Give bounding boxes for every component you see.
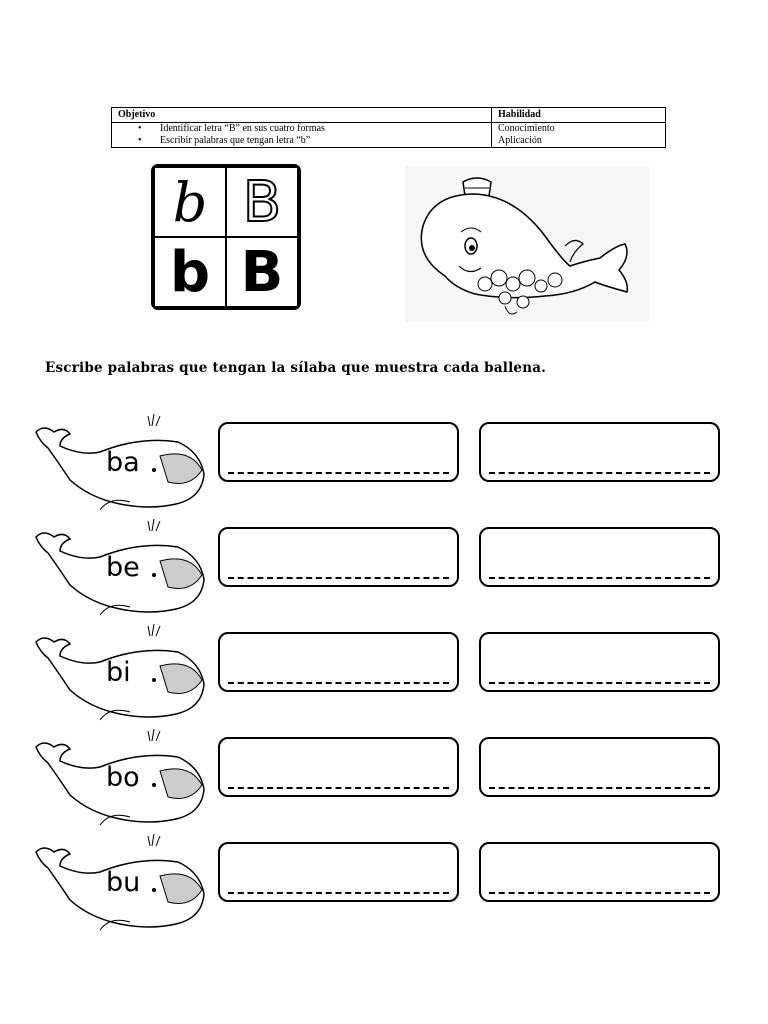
writing-line: [489, 472, 710, 474]
writing-line: [489, 892, 710, 894]
answer-box[interactable]: [218, 737, 459, 797]
letter-script-lower: b: [154, 167, 226, 237]
syllable-label: bu: [106, 867, 141, 898]
syllable-row-bi: [30, 622, 730, 722]
writing-line: [228, 787, 449, 789]
whale-icon: [30, 517, 210, 617]
syllable-label: ba: [106, 447, 140, 478]
whale-icon: [30, 727, 210, 827]
answer-box[interactable]: [218, 527, 459, 587]
skills-cell: [492, 123, 666, 148]
syllable-label: be: [106, 552, 140, 583]
skill-header: Habilidad: [492, 108, 666, 123]
writing-line: [489, 787, 710, 789]
answer-box[interactable]: [479, 422, 720, 482]
writing-line: [489, 682, 710, 684]
answer-box[interactable]: [218, 842, 459, 902]
syllable-row-bo: [30, 727, 730, 827]
letter-print-upper: B: [226, 237, 298, 307]
whale-icon: [30, 622, 210, 722]
letter-print-lower: b: [154, 237, 226, 307]
writing-line: [228, 472, 449, 474]
whale-with-hat-icon: [405, 166, 649, 322]
syllable-row-be: [30, 517, 730, 617]
syllable-row-ba: [30, 412, 730, 512]
syllable-label: bi: [106, 657, 131, 688]
syllable-row-bu: [30, 832, 730, 932]
instruction-text: Escribe palabras que tengan la sílaba que muestra cada ballena.: [45, 360, 547, 376]
objective-item: • Identificar letra “B” en sus cuatro formas: [160, 123, 485, 135]
answer-box[interactable]: [218, 422, 459, 482]
letter-b-forms-grid: [151, 164, 301, 310]
skill-item: Aplicación: [498, 135, 542, 146]
writing-line: [228, 892, 449, 894]
objectives-list: [118, 123, 485, 147]
answer-box[interactable]: [479, 737, 720, 797]
objectives-cell: [112, 123, 492, 148]
table-row: [112, 123, 666, 148]
objective-header: Objetivo: [112, 108, 492, 123]
table-header-row: [112, 108, 666, 123]
syllable-label: bo: [106, 762, 140, 793]
answer-box[interactable]: [479, 842, 720, 902]
letter-outline-upper: B: [226, 167, 298, 237]
whale-icon: [30, 832, 210, 932]
writing-line: [228, 577, 449, 579]
objective-item: • Escribir palabras que tengan letra “b”: [160, 135, 485, 147]
writing-line: [228, 682, 449, 684]
writing-line: [489, 577, 710, 579]
answer-box[interactable]: [479, 527, 720, 587]
objectives-table: [111, 107, 666, 148]
whale-icon: [30, 412, 210, 512]
answer-box[interactable]: [479, 632, 720, 692]
skill-item: Conocimiento: [498, 123, 555, 134]
answer-box[interactable]: [218, 632, 459, 692]
